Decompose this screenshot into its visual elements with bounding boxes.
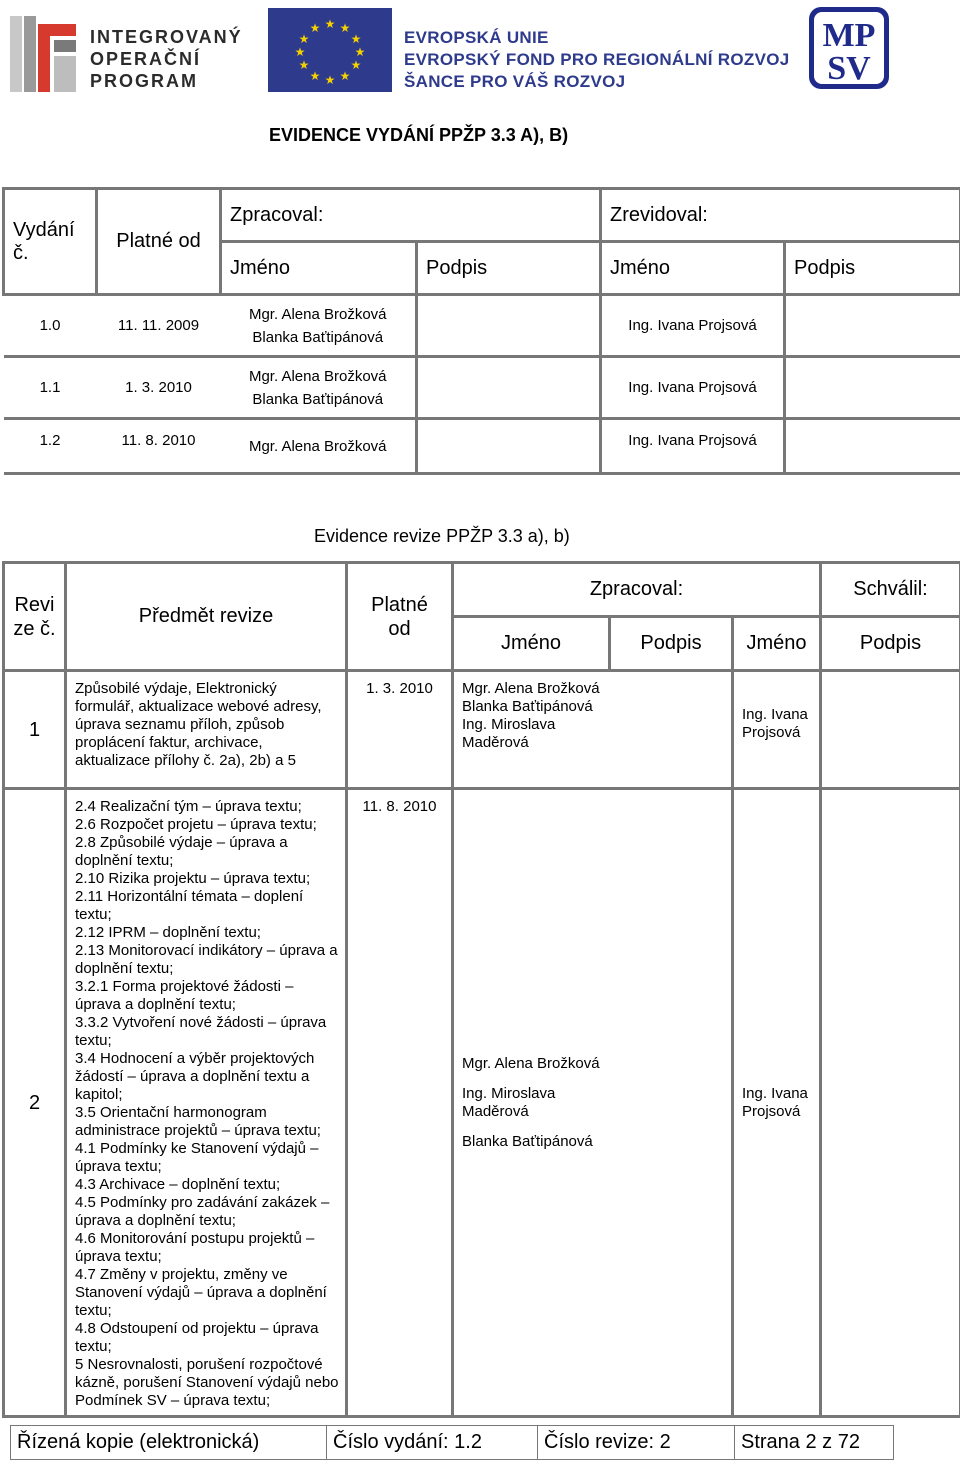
- revision-item: 4.6 Monitorování postupu projektů – úprava textu;: [75, 1230, 315, 1265]
- header-podpis: Podpis: [417, 242, 601, 295]
- eu-flag-icon: [268, 8, 392, 92]
- revision-item: 3.3.2 Vytvoření nové žádosti – úprava textu;: [75, 1014, 327, 1049]
- footer-revision: Číslo revize: 2: [538, 1426, 735, 1460]
- issue-date: 1. 3. 2010: [97, 357, 221, 419]
- iop-text: [90, 26, 243, 92]
- iop-emblem-icon: [10, 16, 76, 92]
- revision-date: 11. 8. 2010: [347, 789, 453, 1417]
- svg-text:★: ★: [309, 69, 321, 83]
- issues-table: [2, 187, 960, 475]
- svg-text:★: ★: [354, 45, 366, 59]
- revision-item: 3.4 Hodnocení a výběr projektových žádostí – úprava a doplnění textu a kapitol;: [75, 1050, 315, 1103]
- table-row: [4, 419, 960, 474]
- iop-logo: [10, 16, 243, 92]
- eu-line: ŠANCE PRO VÁŠ ROZVOJ: [404, 72, 626, 91]
- header-revize: [4, 563, 66, 671]
- iop-line: INTEGROVANÝ: [90, 27, 243, 47]
- issue-signature: [417, 357, 601, 419]
- issue-prepared: [221, 357, 417, 419]
- footer: [10, 1425, 894, 1460]
- svg-text:★: ★: [339, 21, 351, 35]
- header-predmet: Předmět revize: [66, 563, 347, 671]
- prepared-name: Mgr. Alena Brožková: [462, 1054, 600, 1072]
- prepared-name: Mgr. Alena Brožková: [248, 305, 387, 323]
- eu-line: EVROPSKÁ UNIE: [404, 28, 549, 47]
- revision-item: 4.8 Odstoupení od projektu – úprava textu;: [75, 1320, 319, 1355]
- page-title: EVIDENCE VYDÁNÍ PPŽP 3.3 A), B): [269, 125, 569, 145]
- table-row: [4, 295, 960, 357]
- revision-item: 4.7 Změny v projektu, změny ve Stanovení výdajů – úprava a doplnění textu;: [75, 1266, 327, 1319]
- header-jmeno: Jméno: [453, 617, 610, 671]
- svg-text:★: ★: [350, 58, 362, 72]
- svg-text:★: ★: [298, 58, 310, 72]
- section-subtitle: Evidence revize PPŽP 3.3 a), b): [314, 526, 570, 546]
- header-podpis: Podpis: [785, 242, 960, 295]
- svg-text:★: ★: [350, 32, 362, 46]
- revision-item: 2.12 IPRM – doplnění textu;: [75, 924, 261, 941]
- svg-text:★: ★: [298, 32, 310, 46]
- issue-signature: [417, 295, 601, 357]
- issue-date: 11. 8. 2010: [97, 419, 221, 474]
- svg-text:★: ★: [324, 17, 336, 31]
- table-row: [4, 357, 960, 419]
- issue-signature: [785, 419, 960, 474]
- header-podpis: Podpis: [821, 617, 960, 671]
- eu-line: EVROPSKÝ FOND PRO REGIONÁLNÍ ROZVOJ: [404, 50, 790, 69]
- issue-signature: [785, 295, 960, 357]
- issue-revised: Ing. Ivana Projsová: [601, 295, 785, 357]
- mpsv-top: MP: [822, 17, 876, 54]
- revision-item: 2.11 Horizontální témata – doplení textu;: [75, 888, 304, 923]
- footer-page: Strana 2 z 72: [735, 1426, 894, 1460]
- revision-item: 3.5 Orientační harmonogram administrace projektů – úprava textu;: [75, 1104, 321, 1139]
- header-zrevidoval: Zrevidoval:: [601, 189, 960, 242]
- revision-item: 5 Nesrovnalosti, porušení rozpočtové kázně, porušení Stanovení výdajů nebo Podmínek SV – úprava textu;: [75, 1356, 339, 1409]
- revision-date: 1. 3. 2010: [347, 671, 453, 789]
- revision-item: 4.5 Podmínky pro zadávání zakázek – úprava a doplnění textu;: [75, 1194, 330, 1229]
- revision-item: 2.6 Rozpočet projetu – úprava textu;: [75, 816, 317, 833]
- footer-copy: Řízená kopie (elektronická): [11, 1426, 327, 1460]
- prepared-name: Ing. Miroslava Maděrová: [462, 1084, 556, 1120]
- header-vydani: Vydání č.: [4, 189, 97, 295]
- svg-text:★: ★: [324, 73, 336, 87]
- issue-number: 1.1: [4, 357, 97, 419]
- revision-item: 2.8 Způsobilé výdaje – úprava a doplnění textu;: [75, 834, 288, 869]
- mpsv-bottom: SV: [827, 50, 871, 87]
- eu-text: [404, 27, 790, 93]
- revision-item: 3.2.1 Forma projektové žádosti – úprava a doplnění textu;: [75, 978, 294, 1013]
- iop-line: OPERAČNÍ: [90, 49, 202, 69]
- revision-number: 2: [4, 789, 66, 1417]
- issue-number: 1.0: [4, 295, 97, 357]
- issue-number: 1.2: [4, 419, 97, 474]
- revision-signature: [821, 789, 960, 1417]
- revisions-table: [2, 561, 960, 1418]
- issue-signature: [785, 357, 960, 419]
- revision-item: 2.4 Realizační tým – úprava textu;: [75, 798, 302, 815]
- svg-text:★: ★: [294, 45, 306, 59]
- prepared-name: Blanka Baťtipánová: [462, 698, 593, 715]
- issue-prepared: Mgr. Alena Brožková: [221, 419, 417, 474]
- revision-item: 2.13 Monitorovací indikátory – úprava a doplnění textu;: [75, 942, 338, 977]
- iop-line: PROGRAM: [90, 71, 198, 91]
- header-jmeno: Jméno: [733, 617, 821, 671]
- table-row: [4, 789, 960, 1417]
- issue-date: 11. 11. 2009: [97, 295, 221, 357]
- issue-revised: Ing. Ivana Projsová: [601, 419, 785, 474]
- prepared-name: Ing. Miroslava Maděrová: [462, 716, 556, 751]
- header-platne-label: Platné od: [371, 593, 428, 640]
- revision-item: 4.3 Archivace – doplnění textu;: [75, 1176, 281, 1193]
- logo-bar: [0, 0, 960, 100]
- table-row: [4, 671, 960, 789]
- revision-prepared: [453, 789, 733, 1417]
- revision-prepared: [453, 671, 733, 789]
- issue-prepared: [221, 295, 417, 357]
- header-revize-label: Revi ze č.: [13, 593, 56, 640]
- prepared-name: Mgr. Alena Brožková: [462, 680, 600, 697]
- header-podpis: Podpis: [610, 617, 733, 671]
- header-jmeno: Jméno: [221, 242, 417, 295]
- revision-subject: [66, 789, 347, 1417]
- mpsv-logo: [808, 6, 890, 90]
- svg-text:★: ★: [339, 69, 351, 83]
- header-platne-od: Platné od: [97, 189, 221, 295]
- header-zpracoval: Zpracoval:: [453, 563, 821, 617]
- revision-approved: Ing. Ivana Projsová: [733, 789, 821, 1417]
- svg-text:★: ★: [309, 21, 321, 35]
- header-platne: [347, 563, 453, 671]
- revision-number: 1: [4, 671, 66, 789]
- revision-item: 2.10 Rizika projektu – úprava textu;: [75, 870, 311, 887]
- prepared-name: Blanka Baťtipánová: [462, 1132, 593, 1150]
- header-jmeno: Jméno: [601, 242, 785, 295]
- footer-issue: Číslo vydání: 1.2: [327, 1426, 538, 1460]
- prepared-name: Blanka Baťtipánová: [252, 390, 384, 408]
- revision-item: 4.1 Podmínky ke Stanovení výdajů – úprava textu;: [75, 1140, 319, 1175]
- prepared-name: Blanka Baťtipánová: [252, 328, 384, 346]
- issue-signature: [417, 419, 601, 474]
- header-zpracoval: Zpracoval:: [221, 189, 601, 242]
- header-schvalil: Schválil:: [821, 563, 960, 617]
- revision-signature: [821, 671, 960, 789]
- revision-subject: Způsobilé výdaje, Elektronický formulář, aktualizace webové adresy, úprava seznamu příloh, způsob proplácení faktur, archivace, aktualizace přílohy č. 2a), 2b) a 5: [66, 671, 347, 789]
- revision-approved: Ing. Ivana Projsová: [733, 671, 821, 789]
- issue-revised: Ing. Ivana Projsová: [601, 357, 785, 419]
- prepared-name: Mgr. Alena Brožková: [248, 367, 387, 385]
